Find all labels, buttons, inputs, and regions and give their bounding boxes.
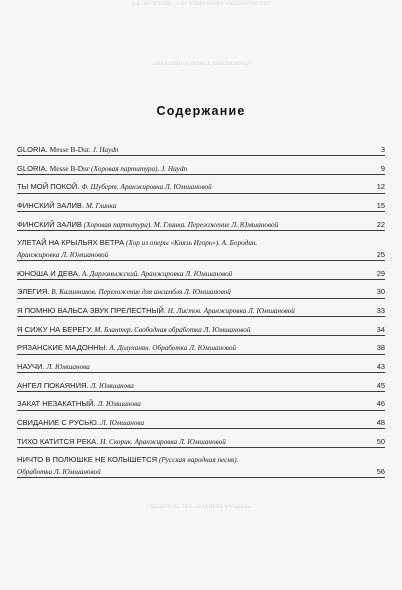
entry-page-number: 43 [376,361,385,371]
entry-detail: (Русская народная песня). [159,456,239,465]
entry-page-number: 46 [376,399,385,409]
toc-entry[interactable] [17,454,385,478]
entry-detail: Н. Листов. Аранжировка Л. Юмшановой [167,306,295,315]
entry-page-number: 12 [376,182,385,192]
entry-title: НАУЧИ. [17,361,45,371]
entry-detail: М. Блантер. Свободная обработка Л. Юмшановой [94,325,251,334]
entry-title: ЮНОША И ДЕВА. [17,268,80,278]
entry-detail: (Хоровая партитура). М. Глинка. Переложение Л. Юмшановой [83,220,279,229]
entry-title: Я ПОМНЮ ВАЛЬСА ЗВУК ПРЕЛЕСТНЫЙ. [17,305,166,315]
entry-title: ТЫ МОЙ ПОКОЙ. [17,182,80,192]
toc-entry[interactable] [17,163,385,175]
toc-entry[interactable] [17,181,385,193]
toc-entry[interactable] [17,268,385,280]
entry-detail: Л. Юмшанова [97,400,141,409]
table-of-contents [17,144,385,485]
entry-detail-continued: Обработка Л. Юмшановой [17,467,101,476]
toc-entry[interactable] [17,144,385,156]
entry-detail: Л. Юмшанова [90,381,134,390]
entry-title: GLORIA. [17,163,48,173]
entry-detail: А. Даргомыжский. Аранжировка Л. Юмшановой [81,269,233,278]
entry-title: ФИНСКИЙ ЗАЛИВ [17,219,82,229]
toc-entry[interactable] [17,219,385,231]
entry-detail: Л. Юмшанова [46,362,90,371]
entry-detail-plain: Messe B-Dur [47,163,92,173]
toc-entry[interactable] [17,361,385,373]
entry-title: ЗАКАТ НЕЗАКАТНЫЙ. [17,399,96,409]
entry-detail: А. Долуханян. Обработка Л. Юмшановой [109,344,237,353]
toc-entry[interactable] [17,436,385,448]
toc-entry[interactable] [17,342,385,354]
entry-page-number: 29 [376,268,385,278]
toc-entry[interactable] [17,200,385,212]
entry-page-number: 30 [376,287,385,297]
entry-page-number: 34 [376,324,385,334]
entry-title: НИЧТО В ПОЛЮШКЕ НЕ КОЛЫШЕТСЯ [17,455,158,465]
entry-title: УЛЕТАЙ НА КРЫЛЬЯХ ВЕТРА [17,238,125,248]
entry-page-number: 56 [376,466,385,476]
entry-detail: J. Haydn [92,146,119,154]
entry-detail: Ф. Шуберт. Аранжировка Л. Юмшановой [81,183,212,192]
entry-detail: (Хор из оперы «Князь Игорь»). А. Бородин. [126,239,258,248]
entry-page-number: 9 [380,163,385,173]
entry-title: СВИДАНИЕ С РУСЬЮ. [17,418,99,428]
bleed-through-text-bottom: ИЗДАТЕЛЬСТВО «ПЛАНЕТА МУЗЫКИ» [151,505,251,510]
entry-page-number: 25 [376,249,385,259]
entry-detail: Л. Юмшанова [100,419,145,428]
entry-title: ЭЛЕГИЯ. [17,287,50,297]
entry-page-number: 15 [376,201,385,211]
entry-page-number: 22 [376,219,385,229]
entry-title: АНГЕЛ ПОКАЯНИЯ. [17,380,89,390]
bleed-through-text-mid: ВОКАЛЬНО-ХОРОВЫЕ МИНИАТЮРЫ [152,62,250,67]
entry-detail: (Хоровая партитура). J. Haydn [91,164,188,173]
entry-title: Я СИЖУ НА БЕРЕГУ. [17,324,93,334]
entry-detail: Н. Скорик. Аранжировка Л. Юмшановой [100,437,226,446]
entry-page-number: 38 [376,343,385,353]
entry-page-number: 33 [376,305,385,315]
entry-detail: В. Калинников. Переложение для ансамбля Л. Юмшановой [51,288,231,297]
toc-entry[interactable] [17,286,385,298]
toc-entry[interactable] [17,237,385,261]
toc-entry[interactable] [17,380,385,392]
toc-entry[interactable] [17,324,385,336]
entry-page-number: 3 [380,144,385,154]
entry-title: ТИХО КАТИТСЯ РЕКА. [17,436,99,446]
entry-page-number: 45 [376,380,385,390]
entry-detail: М. Глинка [85,202,117,211]
entry-title: РЯЗАНСКИЕ МАДОННЫ. [17,343,108,353]
entry-page-number: 48 [376,418,385,428]
toc-entry[interactable] [17,417,385,429]
toc-entry[interactable] [17,305,385,317]
page-title: Содержание [156,104,246,118]
entry-page-number: 50 [376,436,385,446]
entry-detail-plain: Messe B-Dur. [47,145,93,154]
entry-title: ФИНСКИЙ ЗАЛИВ. [17,201,85,211]
entry-detail-continued: Аранжировка Л. Юмшановой [17,250,109,259]
entry-title: GLORIA. [17,145,48,154]
bleed-through-text-top: Д.К. ВАЛЕРЬЕВ - Л.Ю. ЮМШАНОВА • ИЗДАТЕЛЬСТВО [131,2,271,7]
toc-entry[interactable] [17,398,385,410]
